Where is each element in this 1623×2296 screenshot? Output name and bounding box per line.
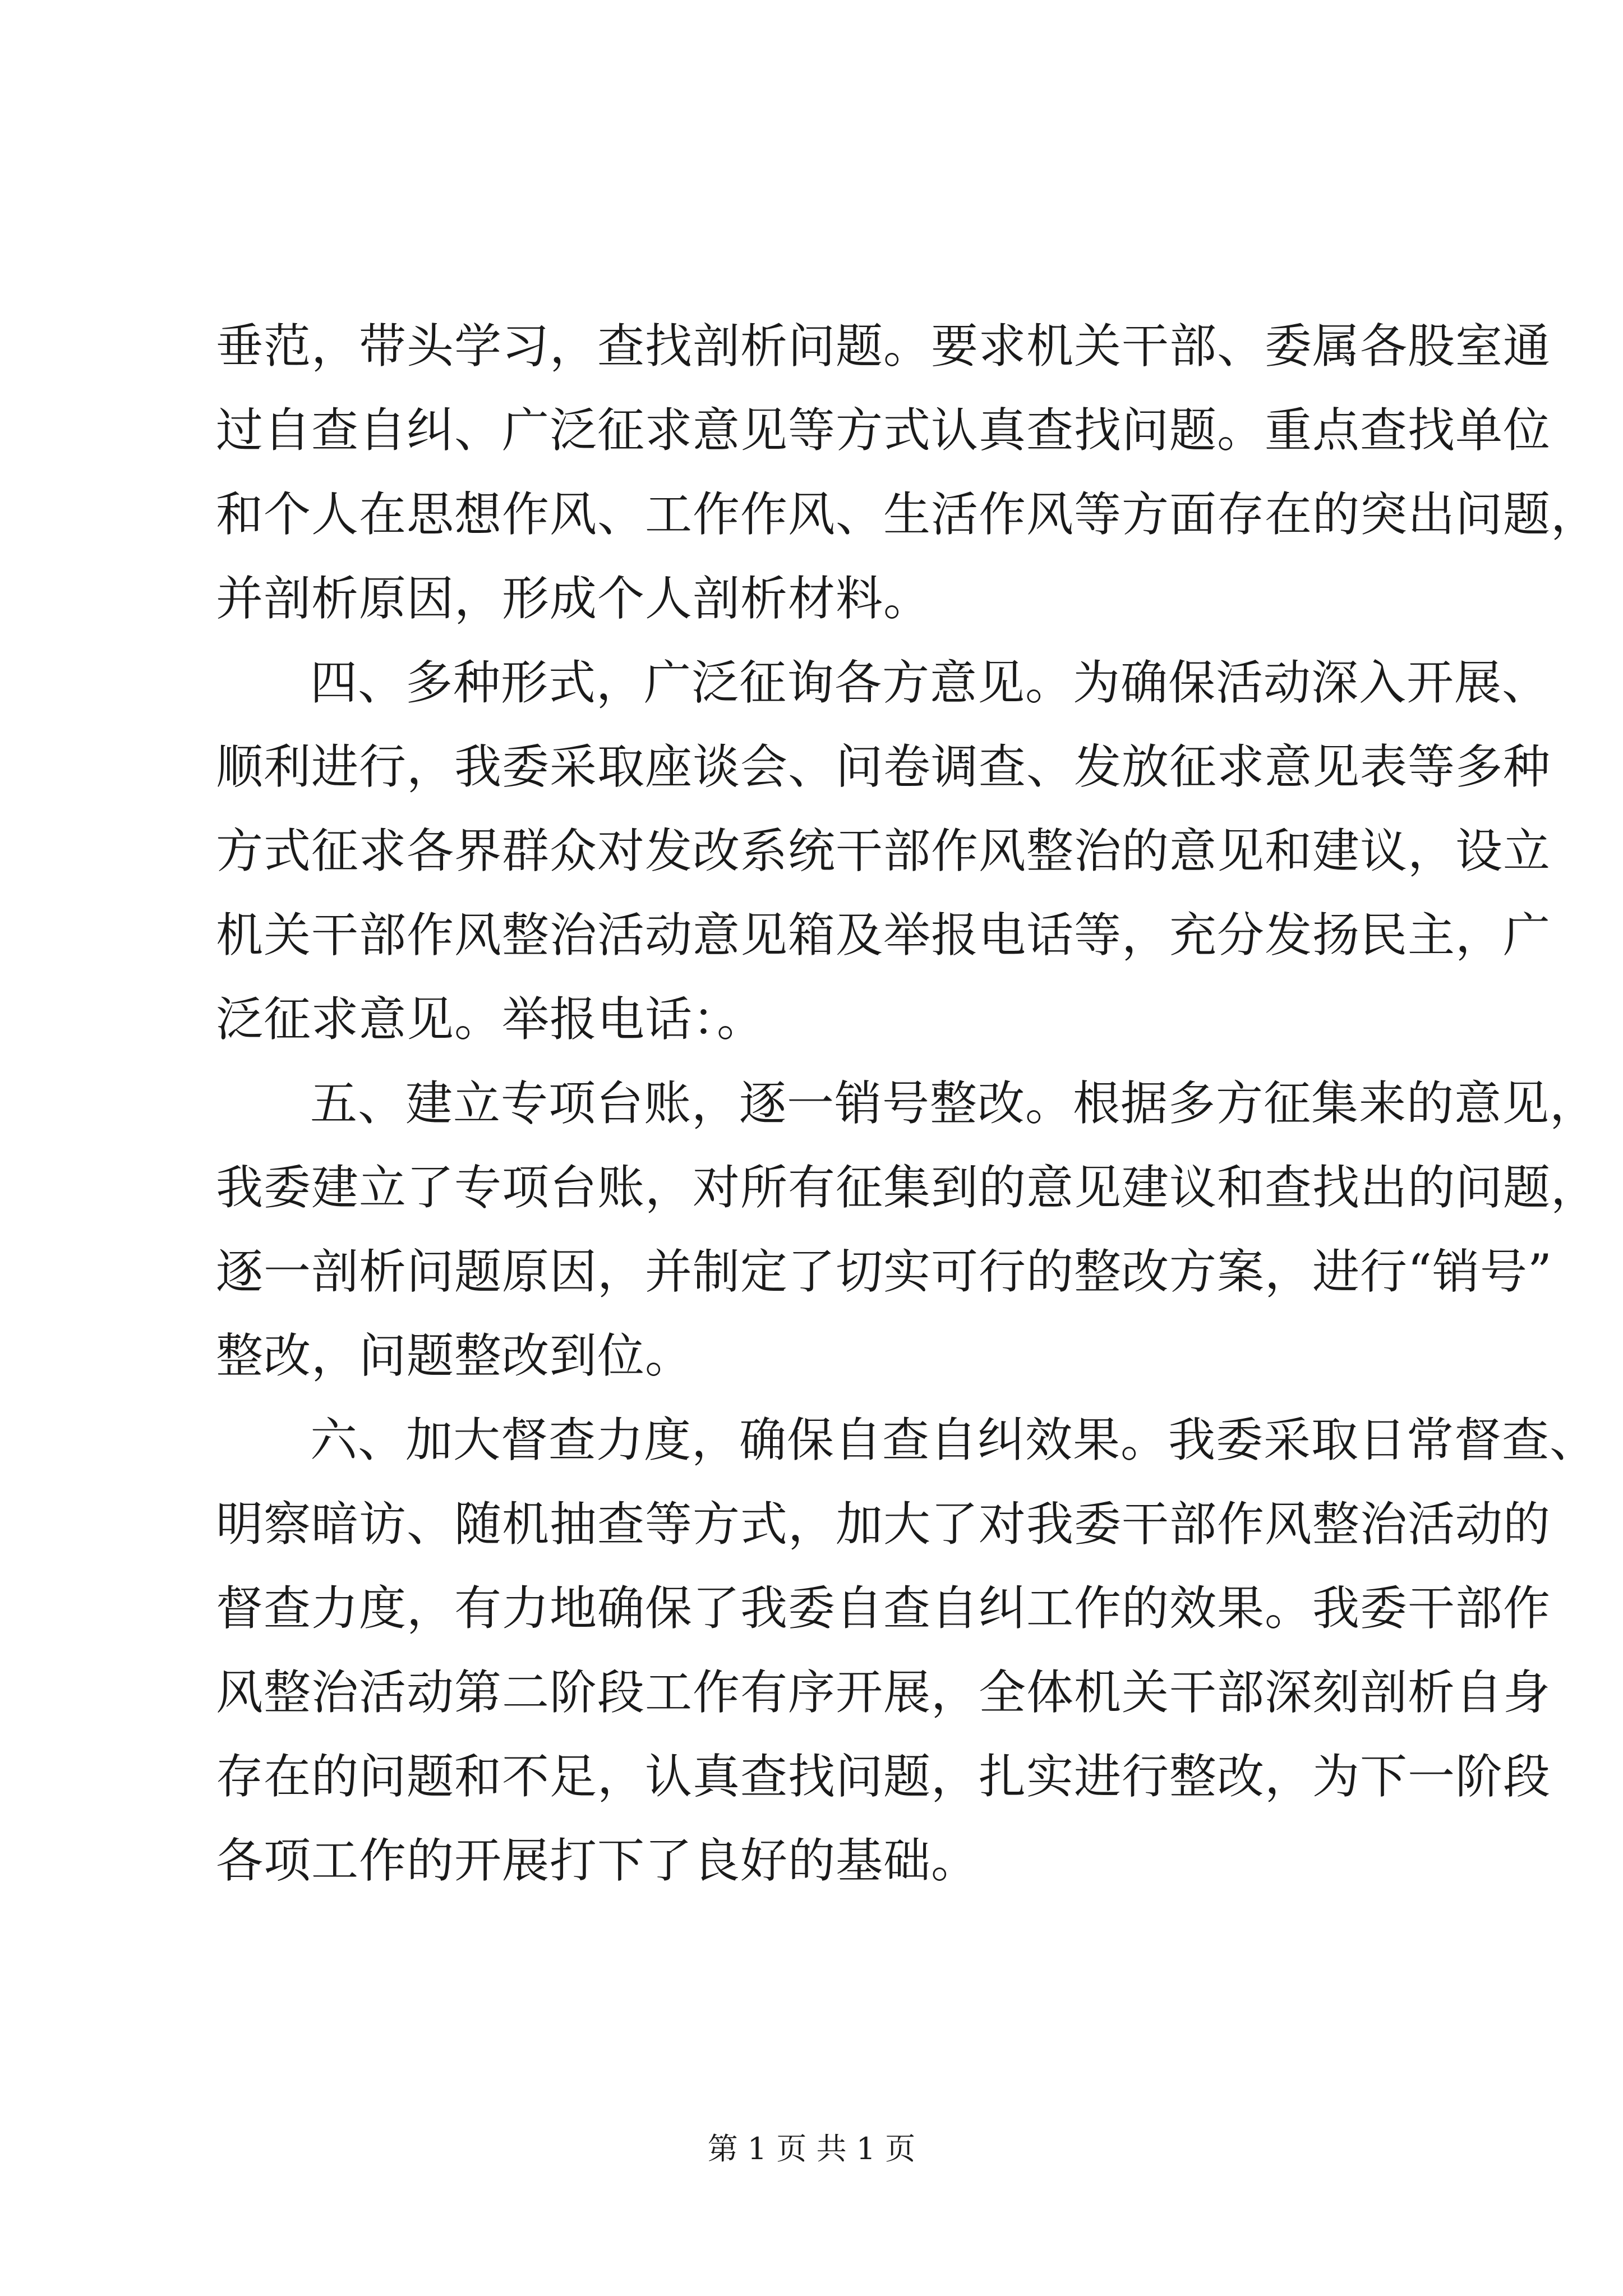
text-line: 督查力度，有力地确保了我委自查自纠工作的效果。我委干部作 (216, 1581, 1551, 1636)
paragraph-5-heading-line: 五、建立专项台账，逐一销号整改。根据多方征集来的意见， (310, 1076, 1598, 1131)
paragraph-4-heading-line: 四、多种形式，广泛征询各方意见。为确保活动深入开展、 (310, 655, 1550, 710)
text-line: 过自查自纠、广泛征求意见等方式认真查找问题。重点查找单位 (216, 403, 1551, 458)
text-line: 泛征求意见。举报电话：。 (216, 992, 765, 1047)
text-line: 各项工作的开展打下了良好的基础。 (216, 1833, 979, 1888)
text-line: 明察暗访、随机抽查等方式，加大了对我委干部作风整治活动的 (216, 1497, 1551, 1552)
text-line: 方式征求各界群众对发改系统干部作风整治的意见和建议，设立 (216, 823, 1551, 878)
text-line: 垂范，带头学习，查找剖析问题。要求机关干部、委属各股室通 (216, 319, 1551, 374)
text-line: 逐一剖析问题原因，并制定了切实可行的整改方案，进行“销号” (216, 1244, 1552, 1299)
text-line: 整改，问题整改到位。 (216, 1328, 693, 1383)
body-text (216, 304, 1599, 1903)
text-line: 风整治活动第二阶段工作有序开展，全体机关干部深刻剖析自身 (216, 1665, 1551, 1720)
text-line: 机关干部作风整治活动意见箱及举报电话等，充分发扬民主，广 (216, 908, 1551, 963)
text-line: 和个人在思想作风、工作作风、生活作风等方面存在的突出问题， (216, 487, 1599, 542)
text-line: 顺利进行，我委采取座谈会、问卷调查、发放征求意见表等多种 (216, 739, 1551, 794)
page-number-footer: 第 1 页 共 1 页 (707, 2131, 916, 2166)
text-line: 存在的问题和不足，认真查找问题，扎实进行整改，为下一阶段 (216, 1749, 1551, 1804)
text-line: 并剖析原因，形成个人剖析材料。 (216, 571, 932, 626)
paragraph-6-heading-line: 六、加大督查力度，确保自查自纠效果。我委采取日常督查、 (310, 1412, 1598, 1467)
text-line: 我委建立了专项台账，对所有征集到的意见建议和查找出的问题， (216, 1160, 1599, 1215)
